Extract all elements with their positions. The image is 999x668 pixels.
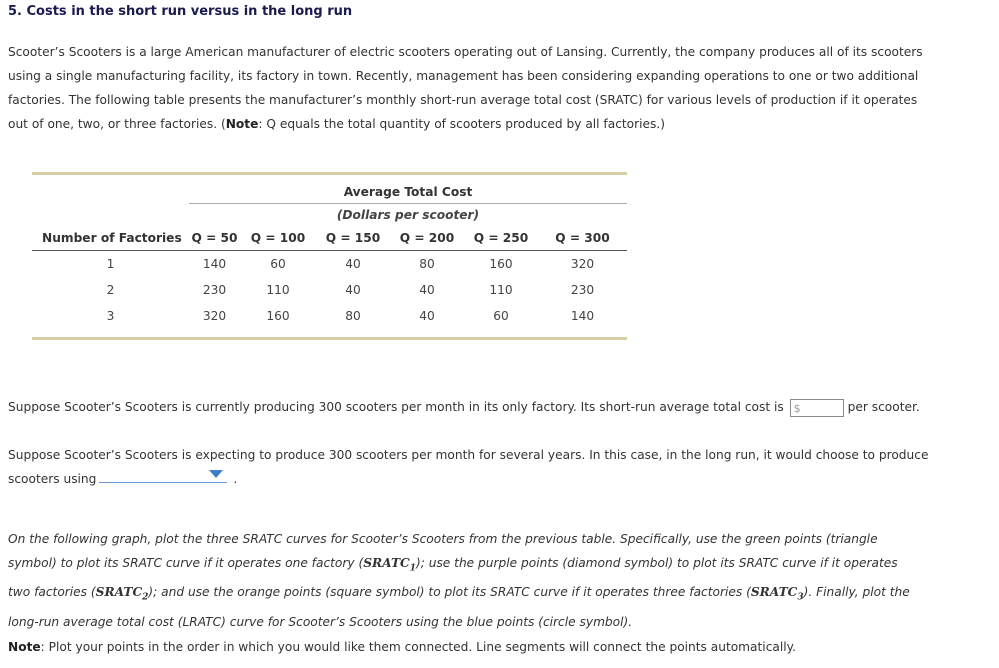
instr-line-2: symbol) to plot its SRATC curve if it operates one factory $(SRATC_1)$; use the purple points (diamond symbol) to plot its SRATC curve if it operates xyxy=(8,556,898,574)
final-note-text: : Plot your points in the order in which you would like them connected. Line segments will connect the points automatically. xyxy=(40,640,796,654)
table-cell: 230 xyxy=(570,283,595,297)
table-cell: 230 xyxy=(202,283,227,297)
row-header: Number of Factories xyxy=(32,226,189,251)
table-row xyxy=(32,251,627,278)
q2-line-1: Suppose Scooter’s Scooters is expecting to produce 300 scooters per month for several years. In this case, in the long run, it would choose to produce xyxy=(8,448,929,462)
col-header: Q = 300 xyxy=(538,226,627,251)
col-header: Q = 50 xyxy=(189,226,240,251)
col-header: Q = 200 xyxy=(390,226,464,251)
factory-count: 1 xyxy=(106,257,115,271)
factory-choice-dropdown[interactable] xyxy=(99,468,227,483)
question-title: 5. Costs in the short run versus in the long run xyxy=(8,4,353,19)
table-bottom-rule xyxy=(32,337,627,340)
intro-line-1: Scooter’s Scooters is a large American manufacturer of electric scooters operating out of Lansing. Currently, the company produces all of its scooters xyxy=(8,45,923,59)
table-row xyxy=(32,303,627,329)
col-header: Q = 100 xyxy=(240,226,316,251)
graph-instructions xyxy=(8,527,998,634)
table-row xyxy=(32,277,627,303)
atc-table xyxy=(32,175,627,337)
q1-text: Suppose Scooter’s Scooters is currently producing 300 scooters per month in its only factory. Its short-run average total cost is xyxy=(8,400,784,414)
question-2 xyxy=(8,443,998,491)
atc-answer-input[interactable]: $ xyxy=(790,399,844,417)
table-header-sub: (Dollars per scooter) xyxy=(189,204,627,227)
factory-count: 2 xyxy=(106,283,115,297)
table-cell: 110 xyxy=(266,283,290,297)
table-cell: 140 xyxy=(202,257,227,271)
final-note xyxy=(8,635,998,659)
table-cell: 40 xyxy=(419,309,435,323)
table-cell: 60 xyxy=(493,309,509,323)
note-label: Note xyxy=(225,117,259,131)
table-cell: 160 xyxy=(489,257,513,271)
table-cell: 40 xyxy=(419,283,435,297)
instr-line-3: two factories $(SRATC_2)$; and use the orange points (square symbol) to plot its SRATC curve if it operates three factories $(SRATC_3)$. Finally, plot the xyxy=(8,585,910,603)
cost-table xyxy=(32,172,627,340)
chevron-down-icon[interactable] xyxy=(209,470,223,478)
table-cell: 80 xyxy=(419,257,435,271)
table-cell: 320 xyxy=(202,309,227,323)
table-cell: 140 xyxy=(570,309,595,323)
table-cell: 320 xyxy=(570,257,595,271)
table-cell: 110 xyxy=(489,283,513,297)
col-header: Q = 150 xyxy=(316,226,390,251)
table-cell: 40 xyxy=(345,257,361,271)
factory-count: 3 xyxy=(106,309,115,323)
instr-line-4: long-run average total cost (LRATC) curve for Scooter’s Scooters using the blue points (circle symbol). xyxy=(8,614,633,629)
intro-line-3: factories. The following table presents the manufacturer’s monthly short-run average total cost (SRATC) for various levels of production if it operates xyxy=(8,93,918,107)
intro-paragraph xyxy=(8,40,938,136)
table-cell: 160 xyxy=(266,309,290,323)
instr-line-1: On the following graph, plot the three SRATC curves for Scooter’s Scooters from the previous table. Specifically, use the green points (triangle xyxy=(8,532,878,546)
q2-line-2: scooters using . xyxy=(8,467,998,491)
final-note-label: Note xyxy=(8,640,41,654)
question-1 xyxy=(8,395,998,419)
table-cell: 80 xyxy=(345,309,361,323)
table-header-main: Average Total Cost xyxy=(343,185,473,199)
table-cell: 40 xyxy=(345,283,361,297)
col-header: Q = 250 xyxy=(464,226,538,251)
intro-line-2: using a single manufacturing facility, its factory in town. Recently, management has been considering expanding operations to one or two additional xyxy=(8,69,919,83)
q1-suffix: per scooter. xyxy=(847,400,920,414)
table-cell: 60 xyxy=(270,257,286,271)
intro-line-4: out of one, two, or three factories. (Note: Q equals the total quantity of scooters produced by all factories.) xyxy=(8,117,665,131)
